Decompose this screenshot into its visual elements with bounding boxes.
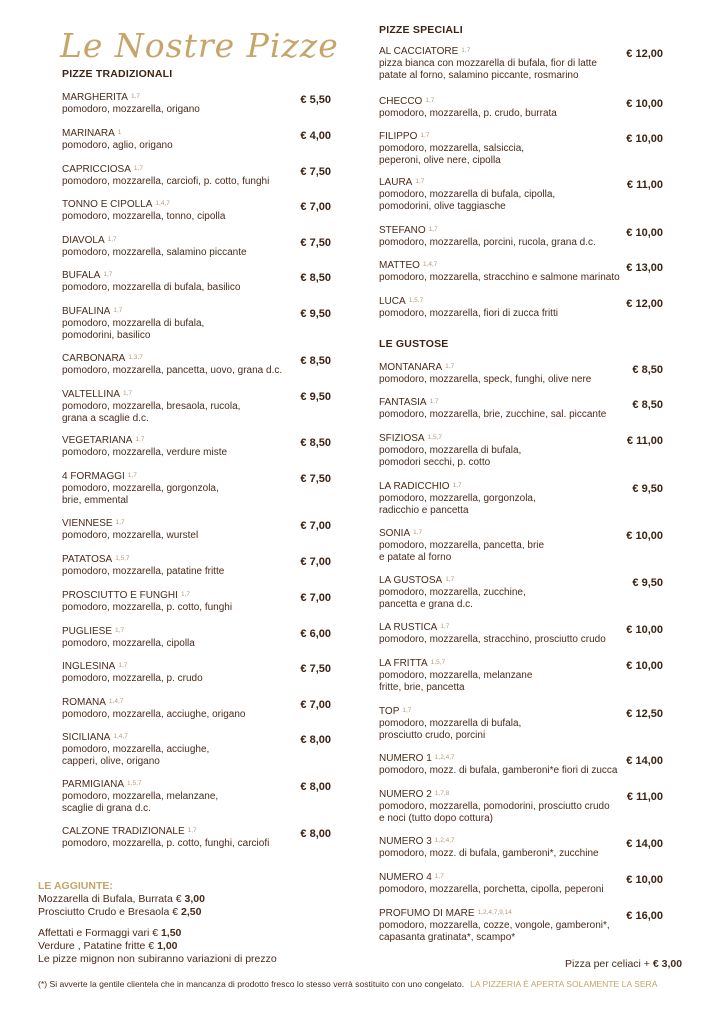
item-name: STEFANO: [379, 225, 426, 236]
item-allergens: 1,2,4,7: [434, 754, 455, 761]
item-allergens: 1,2,4,7,9,14: [477, 909, 512, 916]
item-price: € 10,00: [626, 660, 663, 672]
item-name: CALZONE TRADIZIONALE: [62, 826, 185, 837]
item-name: TONNO E CIPOLLA: [62, 199, 153, 210]
menu-item: [379, 361, 629, 386]
item-name: CARBONARA: [62, 353, 126, 364]
item-allergens: 1,5,7: [127, 780, 142, 787]
item-name: LAURA: [379, 177, 413, 188]
item-price: € 4,00: [300, 130, 331, 142]
item-name: PROSCIUTTO E FUNGHI: [62, 590, 178, 601]
item-name: VALTELLINA: [62, 389, 120, 400]
item-price: € 10,00: [626, 530, 663, 542]
item-description: pomodoro, mozzarella di bufala, basilico: [62, 282, 241, 293]
aggiunta-line-3: Affettati e Formaggi vari € 1,50: [38, 927, 182, 939]
menu-item: [62, 163, 297, 188]
item-description: pomodoro, mozzarella, melanzane fritte, brie, pancetta: [379, 670, 533, 693]
item-allergens: 1,7: [413, 529, 423, 536]
item-allergens: 1,7: [425, 97, 435, 104]
item-name: LA RADICCHIO: [379, 481, 450, 492]
item-allergens: 1,7: [107, 236, 117, 243]
item-description: pomodoro, mozzarella, stracchino e salmone marinato: [379, 272, 620, 283]
item-price: € 10,00: [626, 133, 663, 145]
item-price: € 9,50: [632, 483, 663, 495]
item-allergens: 1,7: [118, 662, 128, 669]
menu-item: [62, 731, 297, 768]
menu-item: [379, 527, 629, 564]
item-allergens: 1,4,7: [155, 200, 170, 207]
aggiunta-line-1: Mozzarella di Bufala, Burrata € 3,00: [38, 893, 205, 905]
item-allergens: 1,7: [420, 132, 430, 139]
item-name: FILIPPO: [379, 131, 418, 142]
item-price: € 12,00: [626, 298, 663, 310]
item-price: € 7,50: [300, 237, 331, 249]
menu-item: [62, 778, 297, 815]
item-name: PROFUMO DI MARE: [379, 908, 475, 919]
item-allergens: 1,7: [127, 472, 137, 479]
item-price: € 7,00: [300, 201, 331, 213]
item-allergens: 1,4,7: [113, 733, 128, 740]
item-description: pomodoro, mozzarella, salamino piccante: [62, 247, 247, 258]
item-price: € 8,50: [300, 355, 331, 367]
item-allergens: 1,5,7: [115, 555, 130, 562]
menu-item: [379, 224, 629, 249]
item-description: pomodoro, mozzarella, p. cotto, funghi: [62, 602, 233, 613]
menu-item: [62, 198, 297, 223]
item-allergens: 1,4,7: [108, 698, 124, 705]
item-description: pomodoro, mozzarella, p. crudo: [62, 673, 203, 684]
item-description: pomodoro, mozzarella, zucchine, pancetta e grana d.c.: [379, 587, 526, 610]
menu-item: [379, 432, 629, 469]
item-name: LA FRITTA: [379, 658, 428, 669]
aggiunta-line-2: Prosciutto Crudo e Bresaola € 2,50: [38, 906, 202, 918]
item-price: € 10,00: [626, 624, 663, 636]
menu-item: [379, 295, 629, 320]
item-name: NUMERO 3: [379, 836, 432, 847]
item-description: pomodoro, mozzarella, tonno, cipolla: [62, 211, 226, 222]
menu-item: [62, 470, 297, 507]
item-price: € 11,00: [626, 435, 663, 447]
item-name: CHECCO: [379, 96, 423, 107]
item-price: € 10,00: [626, 874, 663, 886]
menu-item: [62, 625, 297, 650]
menu-item: [379, 835, 629, 860]
item-price: € 8,50: [632, 364, 663, 376]
item-name: LA GUSTOSA: [379, 575, 443, 586]
item-price: € 8,00: [300, 781, 331, 793]
item-price: € 9,50: [300, 391, 331, 403]
item-allergens: 1,7: [434, 873, 444, 880]
item-price: € 7,00: [300, 592, 331, 604]
item-name: ROMANA: [62, 697, 106, 708]
aggiunta-line-4: Verdure , Patatine fritte € 1,00: [38, 940, 178, 952]
item-description: pomodoro, mozz. di bufala, gamberoni*, zucchine: [379, 848, 599, 859]
item-price: € 11,00: [626, 179, 663, 191]
item-price: € 7,00: [300, 520, 331, 532]
item-description: pomodoro, mozzarella, pancetta, uovo, grana d.c.: [62, 365, 283, 376]
item-name: TOP: [379, 706, 400, 717]
item-description: pomodoro, mozzarella di bufala, pomodorini, basilico: [62, 318, 205, 341]
item-name: FANTASIA: [379, 397, 427, 408]
item-allergens: 1,7: [180, 591, 190, 598]
menu-item: [62, 91, 297, 116]
item-name: SONIA: [379, 528, 411, 539]
item-description: pomodoro, mozzarella, salsiccia, peperoni, olive nere, cipolla: [379, 143, 525, 166]
item-allergens: 1,7: [428, 226, 438, 233]
footer-note: (*) Si avverte la gentile clientela che in mancanza di prodotto fresco lo stesso verrà sostituito con uno congelato. LA PIZZERIA È APERTA SOLAMENTE LA SERA: [38, 979, 658, 989]
item-name: DIAVOLA: [62, 235, 105, 246]
item-description: pomodoro, mozzarella, gorgonzola, brie, emmental: [62, 483, 219, 506]
item-description: pomodoro, mozzarella, pomodorini, prosciutto crudo e noci (tutto dopo cottura): [379, 801, 610, 824]
item-name: MARINARA: [62, 128, 115, 139]
item-name: NUMERO 2: [379, 789, 432, 800]
item-price: € 8,00: [300, 734, 331, 746]
item-allergens: 1,7: [115, 519, 125, 526]
item-allergens: 1,7: [445, 363, 455, 370]
item-price: € 12,00: [626, 48, 663, 60]
menu-item: [379, 574, 629, 611]
item-allergens: 1,7: [103, 271, 113, 278]
menu-item: [379, 907, 629, 944]
menu-item: [62, 825, 297, 850]
item-name: CAPRICCIOSA: [62, 164, 131, 175]
item-name: SICILIANA: [62, 732, 111, 743]
section-heading-tradizionali: PIZZE TRADIZIONALI: [62, 68, 173, 80]
item-price: € 7,50: [300, 663, 331, 675]
item-price: € 7,50: [300, 473, 331, 485]
item-name: MARGHERITA: [62, 92, 128, 103]
menu-item: [62, 589, 297, 614]
item-name: INGLESINA: [62, 661, 116, 672]
item-name: 4 FORMAGGI: [62, 471, 125, 482]
menu-item: [62, 660, 297, 685]
menu-item: [379, 480, 629, 517]
menu-item: [62, 234, 297, 259]
item-name: NUMERO 4: [379, 872, 432, 883]
menu-item: [379, 788, 629, 825]
item-name: BUFALINA: [62, 306, 111, 317]
item-allergens: 1,5,7: [408, 297, 424, 304]
aggiunte-heading: LE AGGIUNTE:: [38, 880, 113, 892]
item-price: € 8,00: [300, 828, 331, 840]
item-name: PUGLIESE: [62, 626, 113, 637]
item-price: € 7,50: [300, 166, 331, 178]
item-description: pomodoro, mozzarella, acciughe, capperi, olive, origano: [62, 744, 210, 767]
item-description: pizza bianca con mozzarella di bufala, fior di latte patate al forno, salamino piccante, rosmarino: [379, 58, 597, 81]
item-description: pomodoro, mozzarella, brie, zucchine, sal. piccante: [379, 409, 607, 420]
section-heading-speciali: PIZZE SPECIALI: [379, 24, 463, 36]
item-price: € 11,00: [626, 791, 663, 803]
item-allergens: 1,7,8: [434, 790, 450, 797]
item-price: € 8,50: [300, 437, 331, 449]
item-price: € 16,00: [626, 910, 663, 922]
menu-item: [379, 752, 629, 777]
aggiunta-line-5: Le pizze mignon non subiranno variazioni di prezzo: [38, 953, 277, 965]
menu-item: [379, 176, 629, 213]
item-description: pomodoro, mozzarella, porcini, rucola, grana d.c.: [379, 237, 596, 248]
item-price: € 12,50: [626, 708, 663, 720]
item-allergens: 1,5,7: [430, 659, 446, 666]
item-allergens: 1,7: [123, 390, 133, 397]
menu-item: [62, 553, 297, 578]
item-allergens: 1,7: [113, 307, 123, 314]
menu-item: [379, 871, 629, 896]
menu-item: [62, 434, 297, 459]
menu-item: [62, 696, 297, 721]
item-name: NUMERO 1: [379, 753, 432, 764]
item-description: pomodoro, mozz. di bufala, gamberoni*e fiori di zucca: [379, 765, 618, 776]
item-name: VEGETARIANA: [62, 435, 133, 446]
item-allergens: 1,7: [429, 398, 439, 405]
item-name: PATATOSA: [62, 554, 113, 565]
menu-item: [379, 705, 629, 742]
item-description: pomodoro, mozzarella, bresaola, rucola, grana a scaglie d.c.: [62, 401, 241, 424]
item-description: pomodoro, mozzarella, wurstel: [62, 530, 199, 541]
section-heading-gustose: LE GUSTOSE: [379, 338, 449, 350]
menu-item: [62, 352, 297, 377]
item-price: € 8,50: [632, 399, 663, 411]
item-description: pomodoro, mozzarella, acciughe, origano: [62, 709, 246, 720]
celiaci-note: Pizza per celiaci + € 3,00: [565, 958, 683, 970]
item-description: pomodoro, mozzarella, origano: [62, 104, 200, 115]
item-price: € 8,50: [300, 272, 331, 284]
item-description: pomodoro, mozzarella, patatine fritte: [62, 566, 225, 577]
menu-item: [62, 269, 297, 294]
item-description: pomodoro, mozzarella, melanzane, scaglie di grana d.c.: [62, 791, 219, 814]
item-description: pomodoro, mozzarella, p. crudo, burrata: [379, 108, 557, 119]
item-price: € 14,00: [626, 755, 663, 767]
item-name: LA RUSTICA: [379, 622, 438, 633]
menu-item: [62, 517, 297, 542]
item-price: € 9,50: [300, 308, 331, 320]
item-allergens: 1,5,7: [427, 434, 443, 441]
item-name: LUCA: [379, 296, 406, 307]
item-description: pomodoro, aglio, origano: [62, 140, 173, 151]
item-price: € 13,00: [626, 262, 663, 274]
menu-item: [62, 388, 297, 425]
item-allergens: 1,4,7: [422, 261, 438, 268]
item-allergens: 1,7: [461, 47, 471, 54]
menu-item: [62, 127, 297, 152]
item-description: pomodoro, mozzarella, speck, funghi, olive nere: [379, 374, 592, 385]
item-description: pomodoro, mozzarella, fiori di zucca fritti: [379, 308, 558, 319]
item-price: € 10,00: [626, 98, 663, 110]
item-description: pomodoro, mozzarella di bufala, cipolla, pomodorini, olive taggiasche: [379, 189, 556, 212]
item-name: MONTANARA: [379, 362, 443, 373]
item-price: € 7,00: [300, 556, 331, 568]
item-allergens: 1,7: [402, 707, 412, 714]
opening-note: LA PIZZERIA È APERTA SOLAMENTE LA SERA: [470, 979, 658, 989]
item-description: pomodoro, mozzarella, gorgonzola, radicchio e pancetta: [379, 493, 536, 516]
menu-item: [379, 657, 629, 694]
item-price: € 7,00: [300, 699, 331, 711]
item-name: PARMIGIANA: [62, 779, 125, 790]
item-allergens: 1,7: [133, 165, 143, 172]
item-name: AL CACCIATORE: [379, 46, 459, 57]
item-description: pomodoro, mozzarella, stracchino, prosciutto crudo: [379, 634, 606, 645]
item-price: € 5,50: [300, 94, 331, 106]
item-description: pomodoro, mozzarella, p. cotto, funghi, carciofi: [62, 838, 270, 849]
item-price: € 14,00: [626, 838, 663, 850]
item-description: pomodoro, mozzarella di bufala, pomodori secchi, p. cotto: [379, 445, 522, 468]
item-description: pomodoro, mozzarella, cipolla: [62, 638, 195, 649]
menu-title: Le Nostre Pizze: [60, 26, 339, 65]
menu-item: [379, 621, 629, 646]
item-description: pomodoro, mozzarella, carciofi, p. cotto, funghi: [62, 176, 270, 187]
item-description: pomodoro, mozzarella di bufala, prosciutto crudo, porcini: [379, 718, 522, 741]
item-allergens: 1,2,4,7: [434, 837, 455, 844]
item-allergens: 1,7: [135, 436, 145, 443]
item-allergens: 1,3,7: [128, 354, 143, 361]
menu-item: [379, 45, 629, 82]
item-price: € 6,00: [300, 628, 331, 640]
item-description: pomodoro, mozzarella, cozze, vongole, gamberoni*, capasanta gratinata*, scampo*: [379, 920, 610, 943]
menu-item: [379, 259, 629, 284]
item-allergens: 1,7: [187, 827, 197, 834]
item-name: SFIZIOSA: [379, 433, 425, 444]
item-allergens: 1,7: [445, 576, 455, 583]
menu-item: [379, 130, 629, 167]
menu-item: [379, 396, 629, 421]
item-description: pomodoro, mozzarella, pancetta, brie e patate al forno: [379, 540, 545, 563]
item-allergens: 1,7: [415, 178, 425, 185]
item-allergens: 1,7: [115, 627, 125, 634]
item-allergens: 1: [117, 129, 122, 136]
item-allergens: 1,7: [130, 93, 140, 100]
item-name: VIENNESE: [62, 518, 113, 529]
item-price: € 9,50: [632, 577, 663, 589]
item-price: € 10,00: [626, 227, 663, 239]
menu-item: [62, 305, 297, 342]
item-allergens: 1,7: [440, 623, 450, 630]
item-name: BUFALA: [62, 270, 101, 281]
item-description: pomodoro, mozzarella, porchetta, cipolla, peperoni: [379, 884, 604, 895]
item-name: MATTEO: [379, 260, 420, 271]
item-allergens: 1,7: [452, 482, 462, 489]
item-description: pomodoro, mozzarella, verdure miste: [62, 447, 228, 458]
menu-item: [379, 95, 629, 120]
